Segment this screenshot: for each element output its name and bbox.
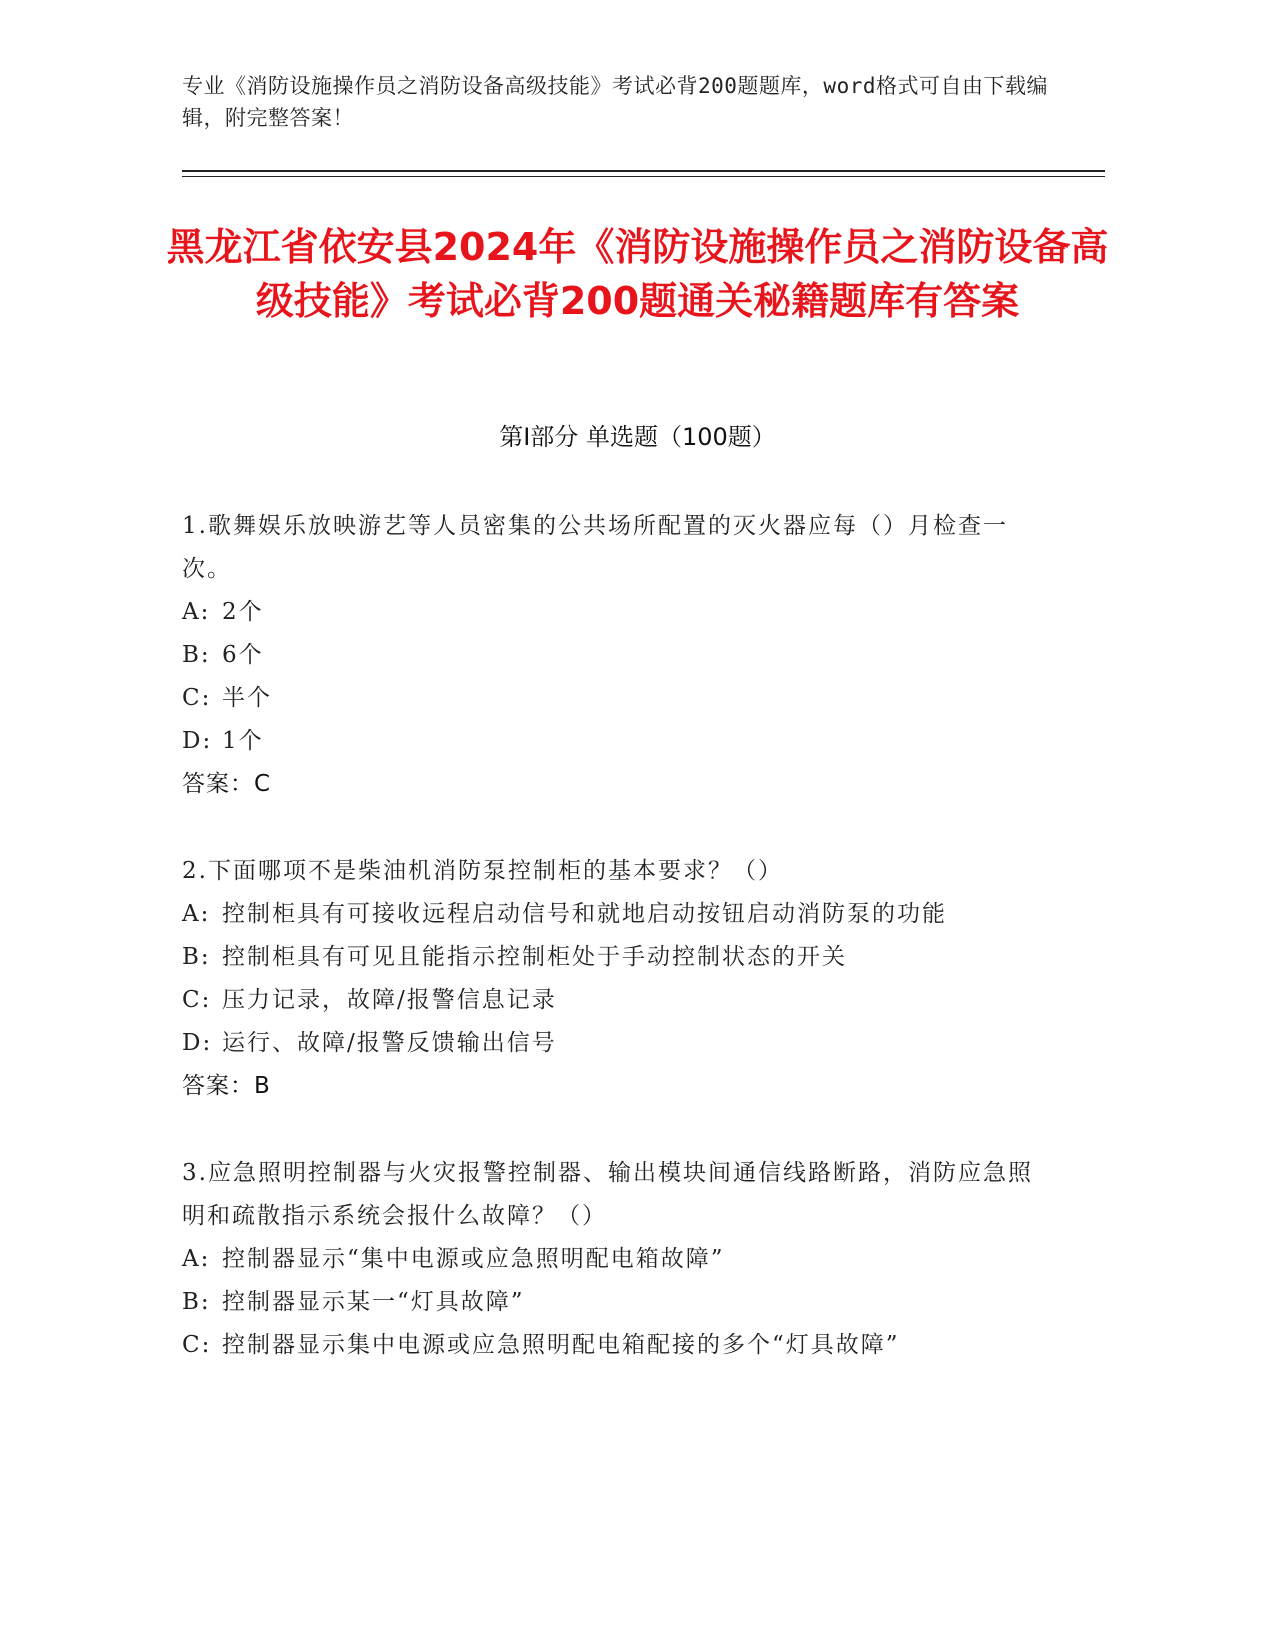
option-key: D: — [182, 1030, 213, 1056]
option-key: C: — [182, 685, 212, 711]
question-2 — [182, 850, 1042, 1108]
option-text: 控制柜具有可见且能指示控制柜处于手动控制状态的开关 — [222, 944, 847, 970]
question-list — [182, 505, 1042, 1411]
question-stem: 1.歌舞娱乐放映游艺等人员密集的公共场所配置的灭火器应每（）月检查一次。 — [182, 513, 1008, 582]
option-text: 1个 — [222, 728, 264, 754]
option-key: D: — [182, 728, 213, 754]
header-note: 专业《消防设施操作员之消防设备高级技能》考试必背200题题库，word格式可自由下载编辑，附完整答案！ — [182, 74, 1048, 130]
option-d — [182, 720, 1042, 763]
option-key: A: — [182, 901, 211, 927]
option-text: 运行、故障/报警反馈输出信号 — [222, 1030, 557, 1056]
option-key: A: — [182, 1246, 211, 1272]
option-key: B: — [182, 642, 211, 668]
question-3 — [182, 1152, 1042, 1367]
option-c — [182, 677, 1042, 720]
header-rule-thick — [182, 170, 1105, 172]
question-stem: 2.下面哪项不是柴油机消防泵控制柜的基本要求？（） — [182, 858, 783, 884]
option-a — [182, 893, 1042, 936]
option-c — [182, 979, 1042, 1022]
option-text: 控制柜具有可接收远程启动信号和就地启动按钮启动消防泵的功能 — [222, 901, 947, 927]
option-key: C: — [182, 1332, 212, 1358]
option-b — [182, 1281, 1042, 1324]
option-text: 2个 — [222, 599, 264, 625]
option-text: 控制器显示某一“灯具故障” — [222, 1289, 525, 1315]
option-text: 6个 — [222, 642, 264, 668]
question-1 — [182, 505, 1042, 806]
option-b — [182, 634, 1042, 677]
option-key: B: — [182, 1289, 211, 1315]
option-text: 控制器显示集中电源或应急照明配电箱配接的多个“灯具故障” — [222, 1332, 900, 1358]
option-key: A: — [182, 599, 211, 625]
option-text: 半个 — [222, 685, 272, 711]
document-title: 黑龙江省依安县2024年《消防设施操作员之消防设备高级技能》考试必背200题通关秘籍题库有答案 — [166, 225, 1109, 323]
option-text: 控制器显示“集中电源或应急照明配电箱故障” — [222, 1246, 725, 1272]
option-key: C: — [182, 987, 212, 1013]
option-c — [182, 1324, 1042, 1367]
question-stem: 3.应急照明控制器与火灾报警控制器、输出模块间通信线路断路，消防应急照明和疏散指示系统会报什么故障？（） — [182, 1160, 1033, 1229]
answer-line: 答案：B — [182, 1073, 271, 1099]
answer-line: 答案：C — [182, 771, 272, 797]
option-b — [182, 936, 1042, 979]
option-d — [182, 1022, 1042, 1065]
header-rule-thin — [182, 176, 1105, 177]
option-key: B: — [182, 944, 211, 970]
option-a — [182, 1238, 1042, 1281]
section-heading: 第Ⅰ部分 单选题（100题） — [499, 423, 776, 451]
option-a — [182, 591, 1042, 634]
option-text: 压力记录，故障/报警信息记录 — [222, 987, 557, 1013]
